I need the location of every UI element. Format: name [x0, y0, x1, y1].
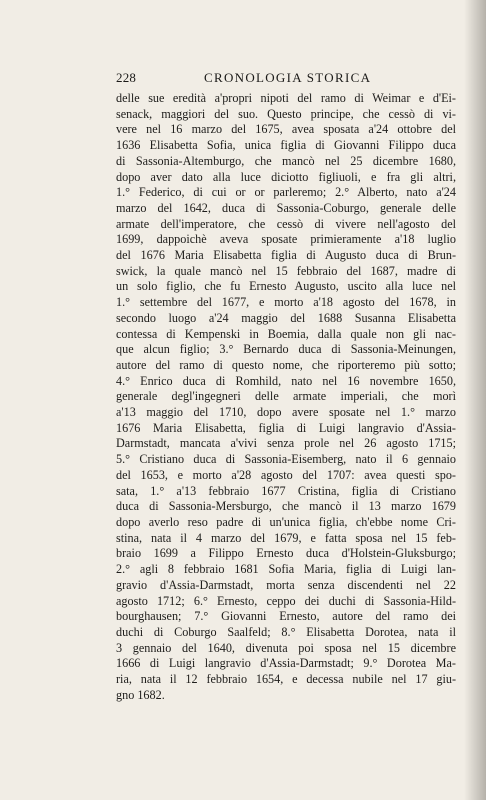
text-line: 1676 Maria Elisabetta, figlia di Luigi langravio d'Assia- [116, 420, 456, 435]
text-line: 1699, dappoichè aveva sposate primieramente a'18 luglio [116, 232, 456, 247]
text-line: duca di Sassonia-Mersburgo, che mancò il 13 marzo 1679 [116, 499, 456, 514]
text-line: del 1676 Maria Elisabetta figlia di Augusto duca di Brun- [116, 248, 456, 263]
text-line: generale degl'ingegneri delle armate imperiali, che morì [116, 389, 456, 404]
text-line: gravio d'Assia-Darmstadt, morta senza discendenti nel 22 [116, 577, 456, 592]
text-line: dopo aver dato alla luce diciotto figliuoli, e fra gli altri, [116, 169, 456, 184]
text-line: 3 gennaio del 1640, divenuta poi sposa nel 15 dicembre [116, 640, 456, 655]
text-line: que alcun figlio; 3.° Bernardo duca di Sassonia-Meinungen, [116, 342, 456, 357]
text-line: swick, la quale mancò nel 15 febbraio del 1687, madre di [116, 263, 456, 278]
text-line: sata, 1.° a'13 febbraio 1677 Cristina, figlia di Cristiano [116, 483, 456, 498]
text-line: senack, maggiori del suo. Questo principe, che cessò di vi- [116, 106, 456, 121]
text-line: di Sassonia-Altemburgo, che mancò nel 25 dicembre 1680, [116, 153, 456, 168]
text-line: 1636 Elisabetta Sofia, unica figlia di Giovanni Filippo duca [116, 138, 456, 153]
text-line: braio 1699 a Filippo Ernesto duca d'Holstein-Gluksburgo; [116, 546, 456, 561]
text-line: 4.° Enrico duca di Romhild, nato nel 16 novembre 1650, [116, 373, 456, 388]
page-number: 228 [116, 70, 137, 85]
text-line: autore del ramo di questo nome, che riporteremo più sotto; [116, 357, 456, 372]
text-line: stina, nata il 4 marzo del 1679, e fatta sposa nel 15 feb- [116, 530, 456, 545]
text-line: 1.° settembre del 1677, e morto a'18 agosto del 1678, in [116, 295, 456, 310]
text-line: dopo averlo reso padre di un'unica figlia, ch'ebbe nome Cri- [116, 514, 456, 529]
body-text [116, 91, 456, 703]
text-line: un solo figlio, che fu Ernesto Augusto, uscito alla luce nel [116, 279, 456, 294]
text-line: Darmstadt, mancata a'vivi senza prole nel 26 agosto 1715; [116, 436, 456, 451]
running-title: CRONOLOGIA STORICA [204, 70, 372, 85]
text-line: 1666 di Luigi langravio d'Assia-Darmstadt; 9.° Dorotea Ma- [116, 656, 456, 671]
page-header [116, 70, 476, 90]
page-edge-shadow [464, 0, 486, 800]
text-line: marzo del 1642, duca di Sassonia-Coburgo, generale delle [116, 200, 456, 215]
text-line: del 1653, e morto a'28 agosto del 1707: avea questi spo- [116, 467, 456, 482]
text-line: secondo luogo a'24 maggio del 1688 Susanna Elisabetta [116, 310, 456, 325]
text-line: bourghausen; 7.° Giovanni Ernesto, autore del ramo dei [116, 609, 456, 624]
text-line: ria, nata il 12 febbraio 1654, e decessa nubile nel 17 giu- [116, 672, 456, 687]
text-line: duchi di Coburgo Saalfeld; 8.° Elisabetta Dorotea, nata il [116, 624, 456, 639]
text-line: vere nel 16 marzo del 1675, avea sposata a'24 ottobre del [116, 122, 456, 137]
text-line: 1.° Federico, di cui or or parleremo; 2.° Alberto, nato a'24 [116, 185, 456, 200]
text-line: a'13 maggio del 1710, dopo avere sposate nel 1.° marzo [116, 405, 456, 420]
text-line: 2.° agli 8 febbraio 1681 Sofia Maria, figlia di Luigi lan- [116, 562, 456, 577]
text-line: agosto 1712; 6.° Ernesto, ceppo dei duchi di Sassonia-Hild- [116, 593, 456, 608]
text-line: delle sue eredità a'propri nipoti del ramo di Weimar e d'Ei- [116, 91, 456, 105]
text-line: armate dell'imperatore, che cessò di vivere nell'agosto del [116, 216, 456, 231]
text-line: gno 1682. [116, 687, 165, 702]
text-line: contessa di Kempenski in Boemia, dalla quale non gli nac- [116, 326, 456, 341]
text-line: 5.° Cristiano duca di Sassonia-Eisemberg, nato il 6 gennaio [116, 452, 456, 467]
